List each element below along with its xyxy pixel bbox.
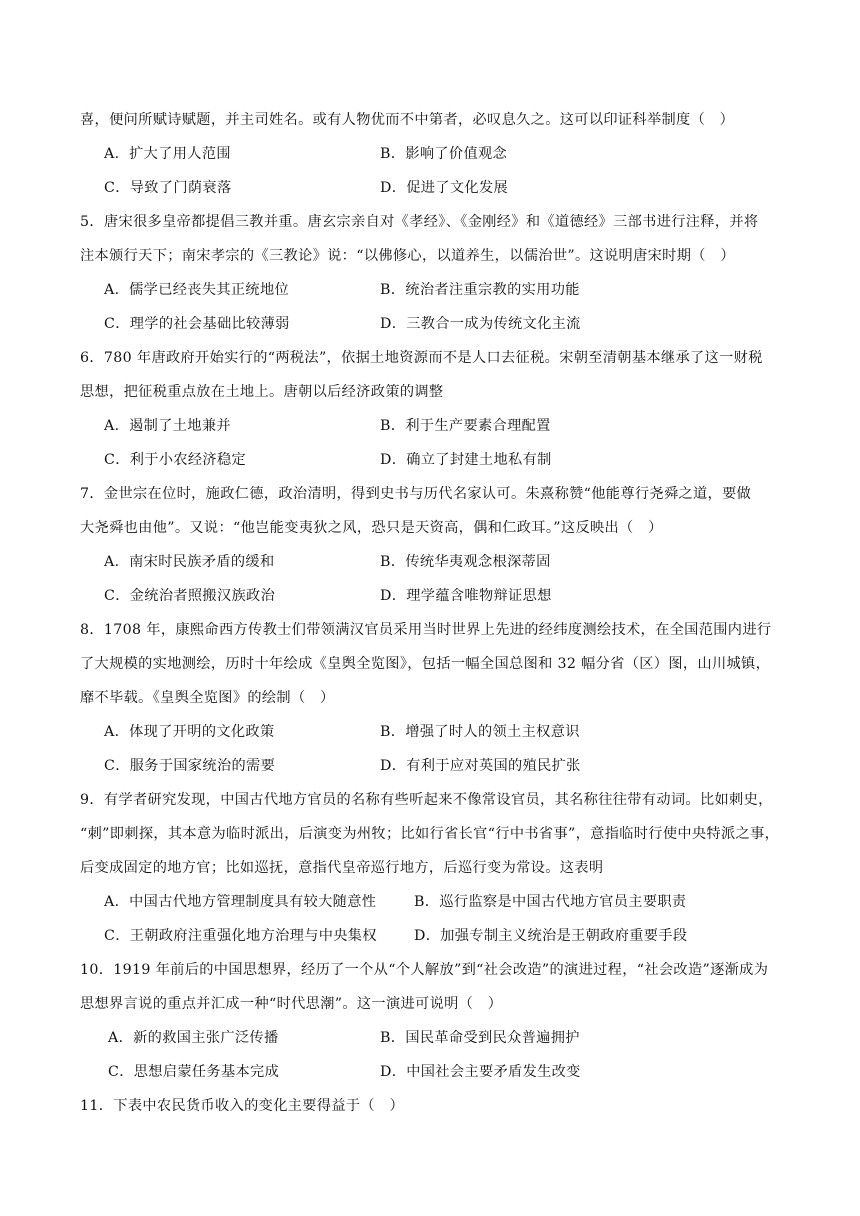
q6-option-d: D．确立了封建土地私有制 bbox=[380, 452, 552, 468]
q4-option-a: A．扩大了用人范围 bbox=[104, 146, 231, 162]
q10-option-a: A．新的救国主张广泛传播 bbox=[108, 1030, 279, 1046]
q9-stem-line3: 后变成固定的地方官；比如巡抚，意指代皇帝巡行地方，后巡行变为常设。这表明 bbox=[80, 860, 604, 876]
q4-option-d: D．促进了文化发展 bbox=[380, 180, 509, 196]
q9-stem-line1: 9．有学者研究发现，中国古代地方官员的名称有些听起来不像常设官员，其名称往往带有动词。比如刺史， bbox=[80, 792, 773, 808]
q5-stem-line2: 注本颁行天下；南宋孝宗的《三教论》说：“以佛修心，以道养生，以儒治世”。这说明唐宋时期（ ） bbox=[80, 248, 735, 264]
q7-option-b: B．传统华夷观念根深蒂固 bbox=[380, 554, 551, 570]
q6-option-b: B．利于生产要素合理配置 bbox=[380, 418, 551, 434]
q5-stem-line1: 5．唐宋很多皇帝都提倡三教并重。唐玄宗亲自对《孝经》、《金刚经》和《道德经》三部书进行注释，并将 bbox=[80, 214, 759, 230]
q4-option-b: B．影响了价值观念 bbox=[380, 146, 508, 162]
q7-stem-line2: 大尧舜也由他”。又说：“他岂能变夷狄之风，恐只是天资高，偶和仁政耳。”这反映出（ ） bbox=[80, 520, 663, 536]
q8-option-c: C．服务于国家统治的需要 bbox=[104, 758, 276, 774]
q9-option-b: B．巡行监察是中国古代地方官员主要职责 bbox=[414, 894, 687, 910]
q6-option-c: C．利于小农经济稳定 bbox=[104, 452, 247, 468]
q8-option-b: B．增强了时人的领土主权意识 bbox=[380, 724, 580, 740]
q8-stem-line1: 8．1708 年，康熙命西方传教士们带领满汉官员采用当时世界上先进的经纬度测绘技术，在全国范围内进行 bbox=[80, 622, 772, 638]
q5-option-d: D．三教合一成为传统文化主流 bbox=[380, 316, 581, 332]
q9-stem-line2: “刺”即刺探，其本意为临时派出，后演变为州牧；比如行省长官“行中书省事”，意指临时行使中央特派之事， bbox=[80, 826, 780, 842]
q8-option-d: D．有利于应对英国的殖民扩张 bbox=[380, 758, 581, 774]
q6-stem-line1: 6．780 年唐政府开始实行的“两税法”，依据土地资源而不是人口去征税。宋朝至清朝基本继承了这一财税 bbox=[80, 350, 763, 366]
q9-option-a: A．中国古代地方管理制度具有较大随意性 bbox=[104, 894, 377, 910]
q10-option-b: B．国民革命受到民众普遍拥护 bbox=[380, 1030, 580, 1046]
q10-stem-line2: 思想界言说的重点并汇成一种“时代思潮”。这一演进可说明（ ） bbox=[80, 996, 503, 1012]
q7-option-a: A．南宋时民族矛盾的缓和 bbox=[104, 554, 275, 570]
q6-stem-line2: 思想，把征税重点放在土地上。唐朝以后经济政策的调整 bbox=[80, 384, 444, 400]
q4-stem-end: 喜，便问所赋诗赋题，并主司姓名。或有人物优而不中第者，必叹息久之。这可以印证科举制度（ ） bbox=[80, 112, 735, 128]
q7-option-d: D．理学蕴含唯物辩证思想 bbox=[380, 588, 552, 604]
q9-option-d: D．加强专制主义统治是王朝政府重要手段 bbox=[414, 928, 688, 944]
q10-option-d: D．中国社会主要矛盾发生改变 bbox=[380, 1064, 581, 1080]
q7-option-c: C．金统治者照搬汉族政治 bbox=[104, 588, 276, 604]
q8-stem-line2: 了大规模的实地测绘，历时十年绘成《皇舆全览图》，包括一幅全国总图和 32 幅分省（区）图，山川城镇， bbox=[80, 656, 771, 672]
q10-option-c: C．思想启蒙任务基本完成 bbox=[108, 1064, 280, 1080]
q8-stem-line3: 靡不毕载。《皇舆全览图》的绘制（ ） bbox=[80, 690, 335, 706]
q8-option-a: A．体现了开明的文化政策 bbox=[104, 724, 275, 740]
q6-option-a: A．遏制了土地兼并 bbox=[104, 418, 231, 434]
q5-option-a: A．儒学已经丧失其正统地位 bbox=[104, 282, 290, 298]
q10-stem-line1: 10．1919 年前后的中国思想界，经历了一个从“个人解放”到“社会改造”的演进过程，“社会改造”逐渐成为 bbox=[80, 962, 769, 978]
q9-option-c: C．王朝政府注重强化地方治理与中央集权 bbox=[104, 928, 377, 944]
q5-option-b: B．统治者注重宗教的实用功能 bbox=[380, 282, 580, 298]
q5-option-c: C．理学的社会基础比较薄弱 bbox=[104, 316, 290, 332]
q7-stem-line1: 7．金世宗在位时，施政仁德，政治清明，得到史书与历代名家认可。朱熹称赞“他能尊行尧舜之道，要做 bbox=[80, 486, 752, 502]
q4-option-c: C．导致了门荫衰落 bbox=[104, 180, 232, 196]
q11-stem: 11．下表中农民货币收入的变化主要得益于（ ） bbox=[80, 1098, 405, 1114]
